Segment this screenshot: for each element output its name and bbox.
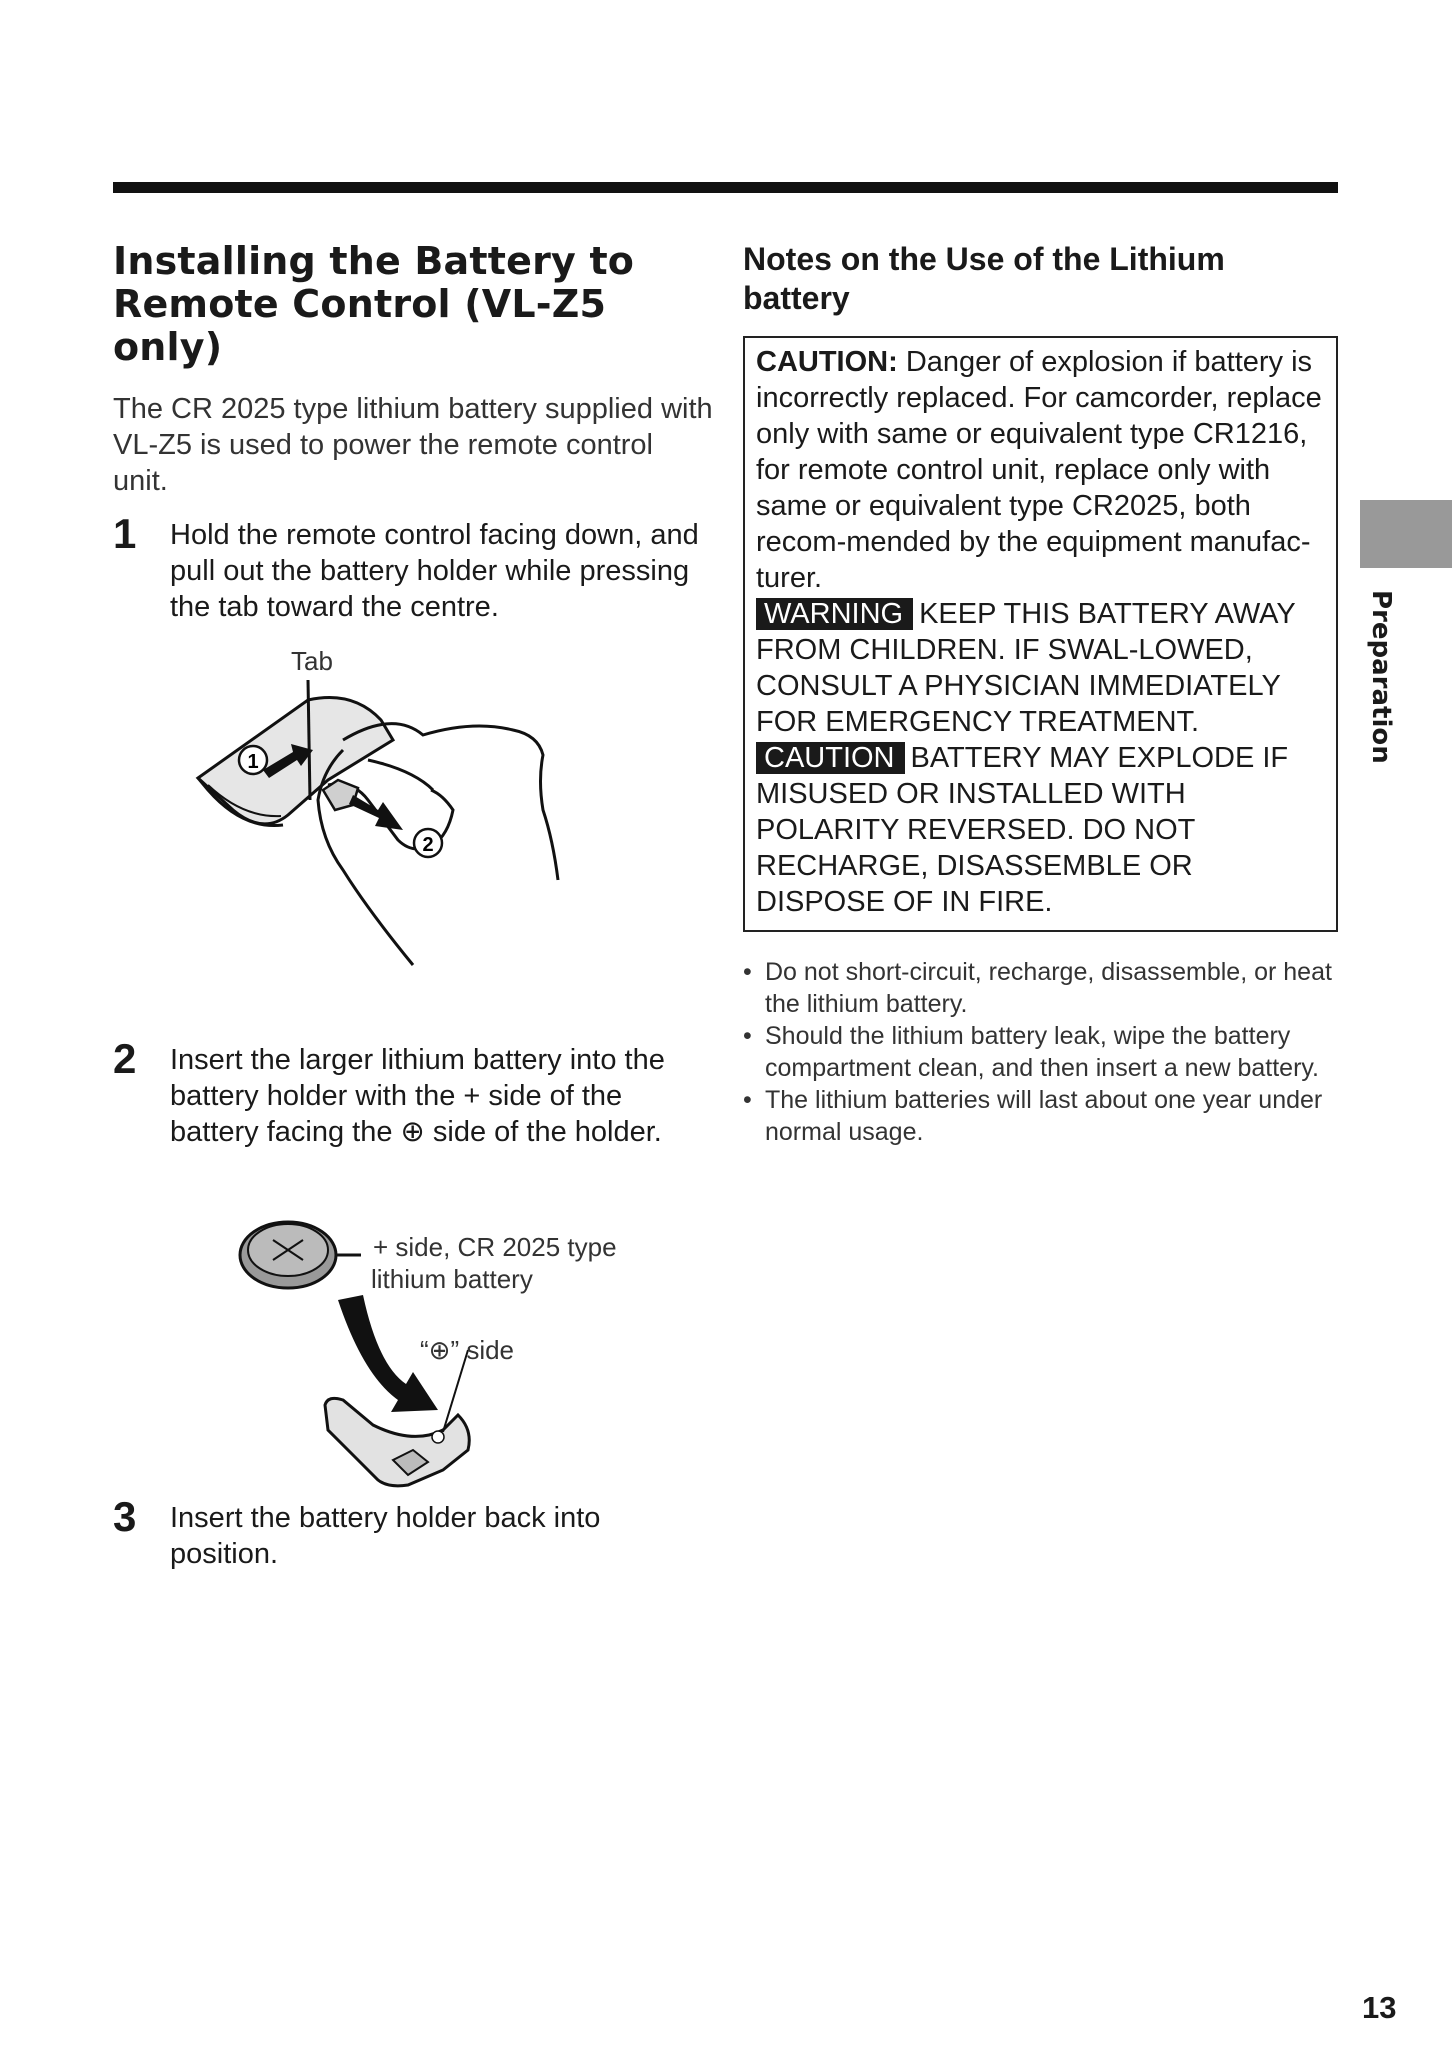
right-column: [743, 240, 1338, 1148]
caution-box: [743, 336, 1338, 932]
step-number: 1: [113, 510, 137, 557]
step-text: Insert the larger lithium battery into the battery holder with the + side of the battery facing the ⊕ side of the holder.: [170, 1044, 665, 1148]
figure-remote-control: [113, 640, 713, 990]
section-title: Installing the Battery to Remote Control (VL-Z5 only): [113, 239, 635, 369]
battery-label-line1: + side, CR 2025 type: [373, 1232, 617, 1262]
warning-tag: WARNING: [756, 598, 913, 630]
tab-label: Tab: [291, 646, 333, 676]
caution2-text: BATTERY MAY EXPLODE IF MISUSED OR INSTALLED WITH POLARITY REVERSED. DO NOT RECHARGE, DISASSEMBLE OR DISPOSE OF IN FIRE.: [756, 742, 1289, 918]
intro-text: The CR 2025 type lithium battery supplied with VL-Z5 is used to power the remote control unit.: [113, 393, 713, 497]
holder-side-label: “⊕” side: [420, 1335, 515, 1365]
list-item: • Should the lithium battery leak, wipe the battery compartment clean, and then insert a new battery.: [743, 1020, 1338, 1084]
marker-2-label: 2: [422, 834, 434, 856]
step-number: 3: [113, 1493, 137, 1540]
left-column: [113, 240, 713, 625]
caution-heading: CAUTION:: [756, 346, 898, 378]
caution-text: Danger of explosion if battery is incorrectly replaced. For camcorder, replace only with same or equivalent type CR1216, for remote control unit, replace only with same or equivalent type CR2025, both recom-mended by the equipment manufac-turer.: [756, 346, 1322, 594]
side-tab-label: Preparation: [1366, 590, 1396, 764]
list-item: • The lithium batteries will last about one year under normal usage.: [743, 1084, 1338, 1148]
step-text: Insert the battery holder back into position.: [170, 1502, 601, 1570]
notes-title: Notes on the Use of the Lithium battery: [743, 241, 1225, 316]
top-rule: [113, 182, 1338, 193]
step-text: Hold the remote control facing down, and pull out the battery holder while pressing the tab toward the centre.: [170, 519, 699, 623]
step-1: [113, 510, 713, 625]
step-number: 2: [113, 1035, 137, 1082]
step-3: [113, 1493, 713, 1572]
step-2: [113, 1035, 713, 1150]
marker-1-label: 1: [247, 751, 259, 773]
tab-pointer-line: [308, 680, 310, 800]
figure-battery-holder: [113, 1200, 713, 1500]
notes-bullet-list: [743, 956, 1338, 1148]
holder-plus-mark: [432, 1431, 444, 1443]
list-item: • Do not short-circuit, recharge, disassemble, or heat the lithium battery.: [743, 956, 1338, 1020]
page-number: 13: [1362, 1990, 1397, 2025]
battery-label-line2: lithium battery: [371, 1264, 533, 1294]
warning-text: KEEP THIS BATTERY AWAY FROM CHILDREN. IF SWAL-LOWED, CONSULT A PHYSICIAN IMMEDIATELY FOR EMERGENCY TREATMENT.: [756, 598, 1296, 738]
arrow-2-icon: [349, 795, 403, 830]
section-side-tab: [1360, 500, 1452, 568]
remote-hand-illustration: [113, 640, 713, 990]
left-column-step-2: [113, 1035, 713, 1150]
left-column-step-3: [113, 1493, 713, 1572]
caution-tag: CAUTION: [756, 742, 905, 774]
